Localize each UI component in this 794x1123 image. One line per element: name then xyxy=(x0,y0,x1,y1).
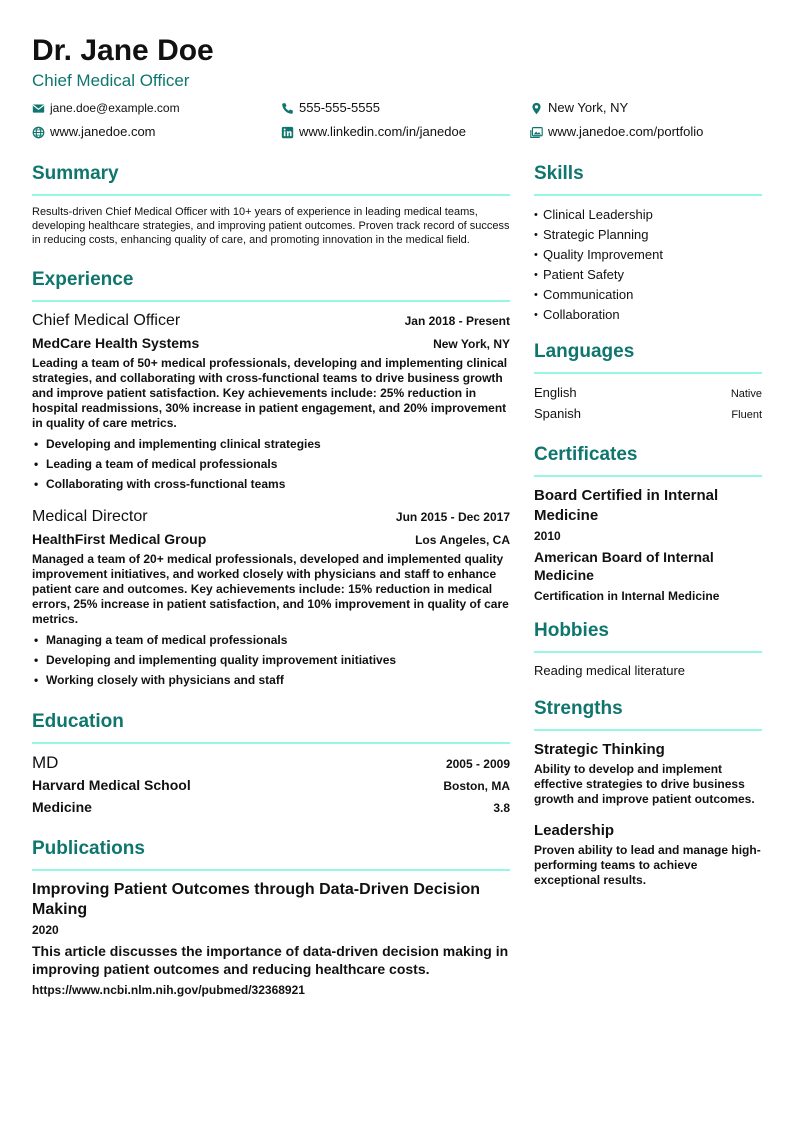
portfolio-image-icon xyxy=(530,126,543,139)
job-location: Los Angeles, CA xyxy=(415,533,510,547)
certificate-title: Board Certified in Internal Medicine xyxy=(534,487,719,524)
portfolio-text: www.janedoe.com/portfolio xyxy=(548,124,704,139)
contact-location xyxy=(530,100,762,116)
publication-title: Improving Patient Outcomes through Data-Driven Decision Making xyxy=(32,881,481,918)
list-item: • Collaboration xyxy=(534,305,762,325)
strengths-heading: Strengths xyxy=(534,698,623,719)
contact-website[interactable] xyxy=(32,124,281,140)
contact-portfolio[interactable] xyxy=(530,124,762,140)
job-description: Leading a team of 50+ medical professionals, developing and implementing clinical strategies, and collaborating with cross-functional teams to drive business growth and improve patient satisfaction. Key achievements include: 25% reduction in hospital readmissions, 30% increase in patient engagement, and 20% improvement in quality of care metrics. xyxy=(32,356,508,430)
publication-year: 2020 xyxy=(32,923,59,937)
strength-description: Ability to develop and implement effective strategies to drive business growth and improve patient outcomes. xyxy=(534,762,755,806)
certificate-year: 2010 xyxy=(534,529,561,543)
certificates-section xyxy=(534,443,762,604)
hobbies-heading: Hobbies xyxy=(534,620,609,641)
job-bullets xyxy=(32,630,510,690)
phone-icon xyxy=(281,102,294,115)
education-gpa: 3.8 xyxy=(493,801,510,815)
education-heading: Education xyxy=(32,711,124,732)
skills-list xyxy=(534,205,762,325)
certificate-issuer-sub: Certification in Internal Medicine xyxy=(534,589,720,603)
language-level: Fluent xyxy=(731,409,762,421)
job-title: Chief Medical Officer xyxy=(32,312,181,329)
section-divider xyxy=(32,742,510,744)
section-divider xyxy=(32,300,510,302)
list-item: • Communication xyxy=(534,285,762,305)
education-dates: 2005 - 2009 xyxy=(445,757,510,771)
globe-icon xyxy=(32,126,45,139)
list-item: • Managing a team of medical professionals xyxy=(32,630,510,650)
phone-text: 555-555-5555 xyxy=(299,100,380,115)
language-row xyxy=(534,383,762,404)
language-row xyxy=(534,404,762,425)
language-name: Spanish xyxy=(534,406,581,421)
job-dates: Jun 2015 - Dec 2017 xyxy=(395,510,510,524)
list-item: • Developing and implementing clinical strategies xyxy=(32,434,510,454)
experience-section xyxy=(32,268,510,690)
list-item: • Developing and implementing quality improvement initiatives xyxy=(32,650,510,670)
list-item: • Patient Safety xyxy=(534,265,762,285)
email-icon xyxy=(32,102,45,115)
section-divider xyxy=(534,194,762,196)
summary-section xyxy=(32,162,510,247)
resume-page xyxy=(32,34,762,997)
job-company: MedCare Health Systems xyxy=(32,335,200,351)
section-divider xyxy=(32,869,510,871)
strength-description: Proven ability to lead and manage high-performing teams to achieve exceptional results. xyxy=(534,843,761,887)
location-pin-icon xyxy=(530,102,543,115)
linkedin-text: www.linkedin.com/in/janedoe xyxy=(299,124,466,139)
contact-info xyxy=(32,100,762,140)
certificates-heading: Certificates xyxy=(534,444,638,465)
list-item: • Clinical Leadership xyxy=(534,205,762,225)
contact-linkedin[interactable] xyxy=(281,124,530,140)
contact-email[interactable] xyxy=(32,100,281,116)
list-item: • Strategic Planning xyxy=(534,225,762,245)
strengths-section xyxy=(534,697,762,888)
summary-heading: Summary xyxy=(32,163,119,184)
job-description: Managed a team of 20+ medical professionals, developed and implemented quality improvement initiatives, and worked closely with physicians and staff to enhance patient care and outcomes. Key achievements include: 15% reduction in medical errors, 25% increase in patient satisfaction, and 10% improvement in quality of care metrics. xyxy=(32,552,509,626)
contact-phone[interactable] xyxy=(281,100,530,116)
education-location: Boston, MA xyxy=(443,779,510,793)
hobbies-section xyxy=(534,619,762,680)
website-text: www.janedoe.com xyxy=(50,124,156,139)
education-school: Harvard Medical School xyxy=(32,777,191,793)
list-item: • Quality Improvement xyxy=(534,245,762,265)
language-name: English xyxy=(534,385,577,400)
candidate-title: Chief Medical Officer xyxy=(32,71,190,90)
job-location: New York, NY xyxy=(433,337,510,351)
strength-title: Leadership xyxy=(534,822,615,839)
list-item: • Collaborating with cross-functional teams xyxy=(32,474,510,494)
section-divider xyxy=(534,729,762,731)
section-divider xyxy=(32,194,510,196)
education-section xyxy=(32,710,510,816)
education-degree: MD xyxy=(32,753,59,772)
hobby-item: Reading medical literature xyxy=(534,663,686,678)
publication-description: This article discusses the importance of data-driven decision making in improving patient outcomes and reducing healthcare costs. xyxy=(32,943,509,977)
job-bullets xyxy=(32,434,510,494)
section-divider xyxy=(534,651,762,653)
section-divider xyxy=(534,475,762,477)
experience-heading: Experience xyxy=(32,269,134,290)
skills-section xyxy=(534,162,762,325)
publications-heading: Publications xyxy=(32,838,145,859)
publications-section xyxy=(32,837,510,998)
list-item: • Working closely with physicians and staff xyxy=(32,670,510,690)
languages-heading: Languages xyxy=(534,341,635,362)
section-divider xyxy=(534,372,762,374)
strength-title: Strategic Thinking xyxy=(534,741,665,758)
list-item: • Leading a team of medical professionals xyxy=(32,454,510,474)
language-level: Native xyxy=(730,388,762,400)
linkedin-icon xyxy=(281,126,294,139)
job-title: Medical Director xyxy=(32,508,148,525)
certificate-issuer: American Board of Internal Medicine xyxy=(534,549,714,583)
skills-heading: Skills xyxy=(534,163,584,184)
email-text: jane.doe@example.com xyxy=(50,101,180,115)
location-text: New York, NY xyxy=(548,100,629,115)
left-column xyxy=(32,162,510,998)
job-entry xyxy=(32,311,510,494)
candidate-name: Dr. Jane Doe xyxy=(32,34,214,67)
job-dates: Jan 2018 - Present xyxy=(404,314,510,328)
education-field: Medicine xyxy=(32,799,92,815)
summary-text: Results-driven Chief Medical Officer with 10+ years of experience in leading medical teams, developing healthcare strategies, and improving patient outcomes. Proven track record of success in reducing costs, enhancing quality of care, and promoting innovation in the medical field. xyxy=(32,206,510,246)
job-company: HealthFirst Medical Group xyxy=(32,531,207,547)
languages-section xyxy=(534,340,762,425)
job-entry xyxy=(32,507,510,690)
publication-link[interactable]: https://www.ncbi.nlm.nih.gov/pubmed/32368921 xyxy=(32,983,305,997)
right-column xyxy=(534,162,762,888)
